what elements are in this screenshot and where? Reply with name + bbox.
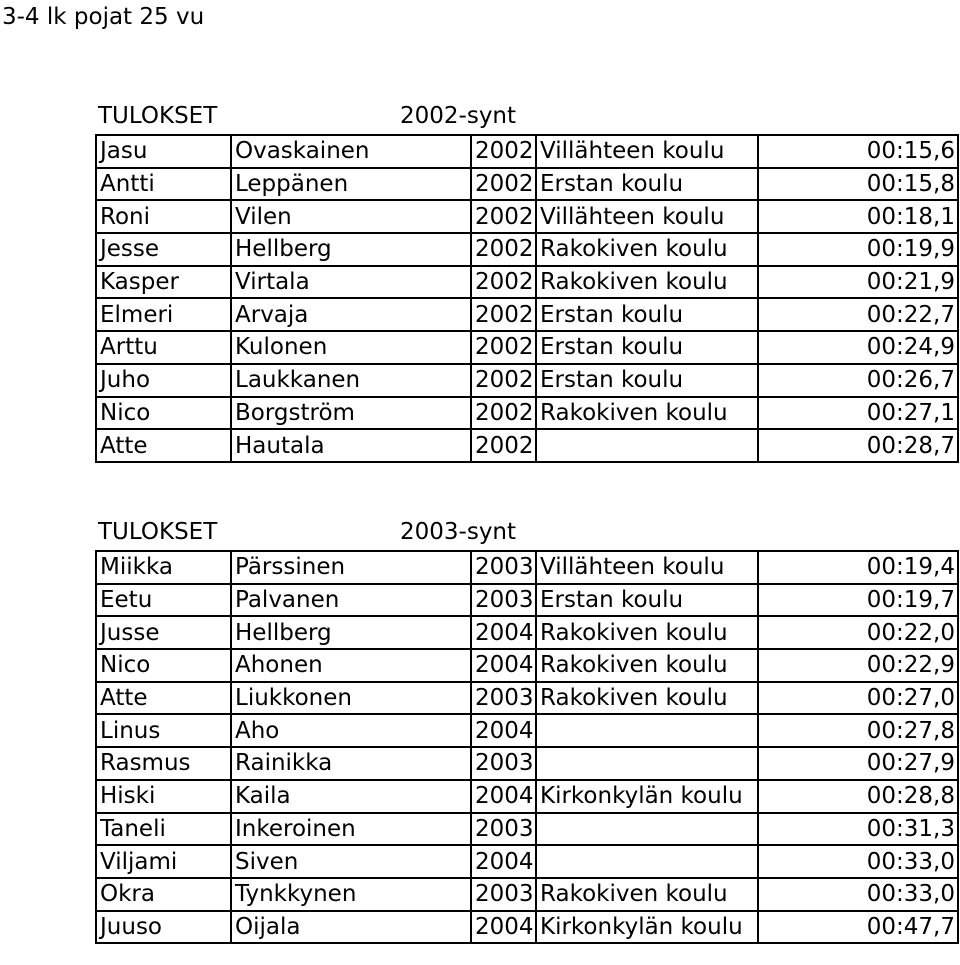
birth-year-cell: 2004 — [471, 649, 536, 682]
table-row — [96, 813, 958, 846]
first-name-cell: Hiski — [96, 780, 231, 813]
table-row — [96, 233, 958, 266]
last-name-cell: Pärssinen — [231, 551, 471, 584]
school-cell: Kirkonkylän koulu — [536, 780, 758, 813]
first-name-cell: Okra — [96, 878, 231, 911]
time-cell: 00:28,7 — [758, 429, 958, 462]
school-cell: Rakokiven koulu — [536, 878, 758, 911]
time-cell: 00:33,0 — [758, 878, 958, 911]
time-cell: 00:22,9 — [758, 649, 958, 682]
school-cell — [536, 747, 758, 780]
school-cell: Erstan koulu — [536, 364, 758, 397]
birth-year-cell: 2002 — [471, 266, 536, 299]
school-cell: Rakokiven koulu — [536, 266, 758, 299]
school-cell — [536, 429, 758, 462]
birth-year-cell: 2002 — [471, 168, 536, 201]
first-name-cell: Elmeri — [96, 298, 231, 331]
first-name-cell: Roni — [96, 200, 231, 233]
first-name-cell: Miikka — [96, 551, 231, 584]
last-name-cell: Liukkonen — [231, 682, 471, 715]
time-cell: 00:22,0 — [758, 616, 958, 649]
section-label: TULOKSET — [98, 103, 218, 129]
time-cell: 00:22,7 — [758, 298, 958, 331]
birth-year-cell: 2002 — [471, 135, 536, 168]
last-name-cell: Virtala — [231, 266, 471, 299]
section-header — [95, 514, 957, 550]
school-cell — [536, 813, 758, 846]
last-name-cell: Kaila — [231, 780, 471, 813]
table-row — [96, 780, 958, 813]
time-cell: 00:21,9 — [758, 266, 958, 299]
school-cell: Villähteen koulu — [536, 200, 758, 233]
section-label: TULOKSET — [98, 519, 218, 545]
birth-year-cell: 2002 — [471, 364, 536, 397]
time-cell: 00:27,8 — [758, 714, 958, 747]
last-name-cell: Siven — [231, 845, 471, 878]
table-row — [96, 331, 958, 364]
results-section-2003 — [95, 514, 957, 944]
school-cell: Villähteen koulu — [536, 551, 758, 584]
last-name-cell: Laukkanen — [231, 364, 471, 397]
school-cell: Rakokiven koulu — [536, 616, 758, 649]
birth-year-cell: 2003 — [471, 813, 536, 846]
results-table — [95, 134, 959, 463]
first-name-cell: Taneli — [96, 813, 231, 846]
time-cell: 00:28,8 — [758, 780, 958, 813]
school-cell: Erstan koulu — [536, 168, 758, 201]
birth-year-cell: 2003 — [471, 584, 536, 617]
results-table-body — [96, 135, 958, 462]
section-year-group: 2003-synt — [400, 519, 517, 545]
last-name-cell: Kulonen — [231, 331, 471, 364]
first-name-cell: Atte — [96, 429, 231, 462]
table-row — [96, 845, 958, 878]
time-cell: 00:27,0 — [758, 682, 958, 715]
table-row — [96, 298, 958, 331]
first-name-cell: Nico — [96, 649, 231, 682]
last-name-cell: Aho — [231, 714, 471, 747]
table-row — [96, 551, 958, 584]
birth-year-cell: 2004 — [471, 845, 536, 878]
first-name-cell: Juho — [96, 364, 231, 397]
table-row — [96, 911, 958, 944]
first-name-cell: Nico — [96, 397, 231, 430]
time-cell: 00:18,1 — [758, 200, 958, 233]
section-year-group: 2002-synt — [400, 103, 517, 129]
time-cell: 00:47,7 — [758, 911, 958, 944]
birth-year-cell: 2002 — [471, 200, 536, 233]
last-name-cell: Borgström — [231, 397, 471, 430]
birth-year-cell: 2003 — [471, 878, 536, 911]
first-name-cell: Kasper — [96, 266, 231, 299]
school-cell: Villähteen koulu — [536, 135, 758, 168]
time-cell: 00:27,9 — [758, 747, 958, 780]
time-cell: 00:19,9 — [758, 233, 958, 266]
time-cell: 00:24,9 — [758, 331, 958, 364]
last-name-cell: Vilen — [231, 200, 471, 233]
last-name-cell: Arvaja — [231, 298, 471, 331]
first-name-cell: Antti — [96, 168, 231, 201]
table-row — [96, 200, 958, 233]
birth-year-cell: 2002 — [471, 298, 536, 331]
first-name-cell: Jasu — [96, 135, 231, 168]
last-name-cell: Palvanen — [231, 584, 471, 617]
time-cell: 00:19,4 — [758, 551, 958, 584]
birth-year-cell: 2002 — [471, 331, 536, 364]
school-cell: Erstan koulu — [536, 584, 758, 617]
table-row — [96, 397, 958, 430]
table-row — [96, 649, 958, 682]
school-cell — [536, 714, 758, 747]
birth-year-cell: 2003 — [471, 682, 536, 715]
last-name-cell: Hellberg — [231, 233, 471, 266]
birth-year-cell: 2004 — [471, 616, 536, 649]
time-cell: 00:33,0 — [758, 845, 958, 878]
table-row — [96, 714, 958, 747]
time-cell: 00:27,1 — [758, 397, 958, 430]
birth-year-cell: 2004 — [471, 714, 536, 747]
table-row — [96, 682, 958, 715]
table-row — [96, 266, 958, 299]
last-name-cell: Ovaskainen — [231, 135, 471, 168]
time-cell: 00:15,8 — [758, 168, 958, 201]
first-name-cell: Linus — [96, 714, 231, 747]
time-cell: 00:15,6 — [758, 135, 958, 168]
birth-year-cell: 2002 — [471, 429, 536, 462]
table-row — [96, 135, 958, 168]
birth-year-cell: 2004 — [471, 911, 536, 944]
birth-year-cell: 2002 — [471, 397, 536, 430]
last-name-cell: Leppänen — [231, 168, 471, 201]
table-row — [96, 364, 958, 397]
first-name-cell: Jusse — [96, 616, 231, 649]
birth-year-cell: 2004 — [471, 780, 536, 813]
last-name-cell: Ahonen — [231, 649, 471, 682]
results-section-2002 — [95, 98, 957, 463]
school-cell: Rakokiven koulu — [536, 233, 758, 266]
school-cell: Rakokiven koulu — [536, 682, 758, 715]
birth-year-cell: 2003 — [471, 551, 536, 584]
first-name-cell: Eetu — [96, 584, 231, 617]
time-cell: 00:19,7 — [758, 584, 958, 617]
first-name-cell: Rasmus — [96, 747, 231, 780]
last-name-cell: Hautala — [231, 429, 471, 462]
table-row — [96, 747, 958, 780]
school-cell: Erstan koulu — [536, 298, 758, 331]
table-row — [96, 429, 958, 462]
school-cell: Rakokiven koulu — [536, 397, 758, 430]
last-name-cell: Inkeroinen — [231, 813, 471, 846]
birth-year-cell: 2002 — [471, 233, 536, 266]
last-name-cell: Tynkkynen — [231, 878, 471, 911]
first-name-cell: Arttu — [96, 331, 231, 364]
page-title: 3-4 lk pojat 25 vu — [2, 4, 205, 30]
section-header — [95, 98, 957, 134]
first-name-cell: Jesse — [96, 233, 231, 266]
results-table — [95, 550, 959, 944]
school-cell — [536, 845, 758, 878]
time-cell: 00:26,7 — [758, 364, 958, 397]
last-name-cell: Hellberg — [231, 616, 471, 649]
table-row — [96, 616, 958, 649]
table-row — [96, 168, 958, 201]
last-name-cell: Rainikka — [231, 747, 471, 780]
results-table-body — [96, 551, 958, 943]
time-cell: 00:31,3 — [758, 813, 958, 846]
birth-year-cell: 2003 — [471, 747, 536, 780]
first-name-cell: Juuso — [96, 911, 231, 944]
first-name-cell: Atte — [96, 682, 231, 715]
last-name-cell: Oijala — [231, 911, 471, 944]
table-row — [96, 584, 958, 617]
school-cell: Rakokiven koulu — [536, 649, 758, 682]
first-name-cell: Viljami — [96, 845, 231, 878]
school-cell: Kirkonkylän koulu — [536, 911, 758, 944]
school-cell: Erstan koulu — [536, 331, 758, 364]
table-row — [96, 878, 958, 911]
